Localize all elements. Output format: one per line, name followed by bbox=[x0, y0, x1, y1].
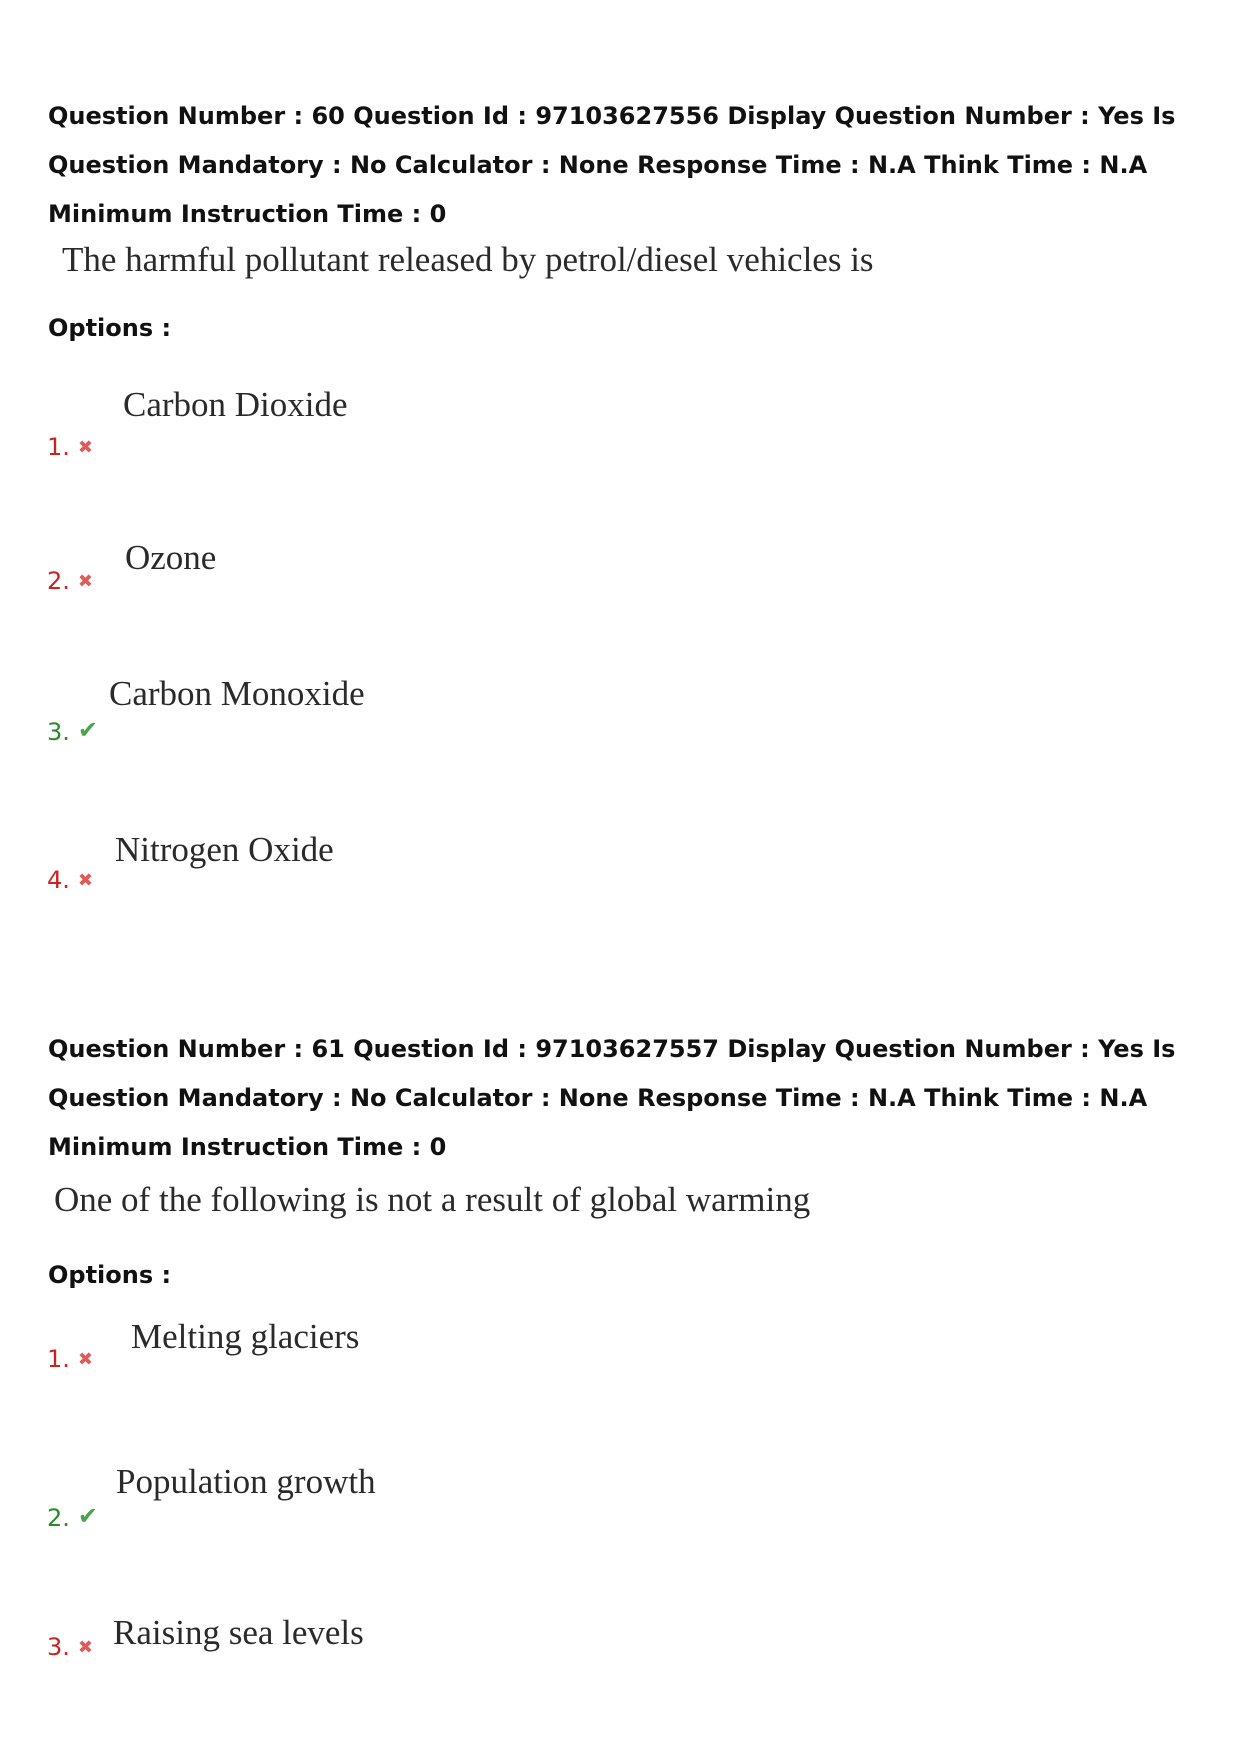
option-number-label: 2. bbox=[47, 567, 70, 595]
option-number-label: 1. bbox=[47, 1345, 70, 1373]
option-text: Population growth bbox=[116, 1462, 376, 1501]
option-text: Carbon Dioxide bbox=[123, 385, 348, 424]
question-60-text: The harmful pollutant released by petrol/diesel vehicles is bbox=[62, 240, 874, 279]
cross-icon: ✖ bbox=[77, 870, 93, 891]
option-text: Ozone bbox=[125, 538, 217, 577]
option-number-label: 1. bbox=[47, 433, 70, 461]
option-number bbox=[47, 866, 93, 894]
question-61-options-label: Options : bbox=[48, 1261, 172, 1289]
option-number bbox=[47, 1345, 93, 1373]
option-text: Nitrogen Oxide bbox=[115, 830, 334, 869]
option-text: Melting glaciers bbox=[131, 1317, 360, 1356]
option-number-label: 3. bbox=[47, 1633, 70, 1661]
option-number bbox=[47, 567, 93, 595]
question-60-meta bbox=[48, 92, 1208, 239]
option-number-label: 2. bbox=[47, 1504, 70, 1532]
cross-icon: ✖ bbox=[77, 437, 93, 458]
option-number bbox=[47, 1502, 98, 1532]
question-meta-text: Question Number : 61 Question Id : 97103627557 Display Question Number : Yes Is Question Mandatory : No Calculator : None Response Time : N.A Think Time : N.A Minimum Instruction Time : 0 bbox=[48, 1035, 1176, 1161]
option-number-label: 3. bbox=[47, 718, 70, 746]
question-61-meta bbox=[48, 1025, 1208, 1172]
question-meta-text: Question Number : 60 Question Id : 97103627556 Display Question Number : Yes Is Question Mandatory : No Calculator : None Response Time : N.A Think Time : N.A Minimum Instruction Time : 0 bbox=[48, 102, 1176, 228]
option-number-label: 4. bbox=[47, 866, 70, 894]
cross-icon: ✖ bbox=[77, 1349, 93, 1370]
option-text: Carbon Monoxide bbox=[109, 674, 365, 713]
option-number bbox=[47, 433, 93, 461]
option-number bbox=[47, 716, 98, 746]
cross-icon: ✖ bbox=[77, 571, 93, 592]
question-60-options-label: Options : bbox=[48, 314, 172, 342]
cross-icon: ✖ bbox=[77, 1637, 93, 1658]
checkmark-icon: ✔ bbox=[77, 716, 99, 744]
option-number bbox=[47, 1633, 93, 1661]
question-61-text: One of the following is not a result of global warming bbox=[54, 1180, 811, 1219]
checkmark-icon: ✔ bbox=[77, 1502, 99, 1530]
option-text: Raising sea levels bbox=[113, 1613, 364, 1652]
